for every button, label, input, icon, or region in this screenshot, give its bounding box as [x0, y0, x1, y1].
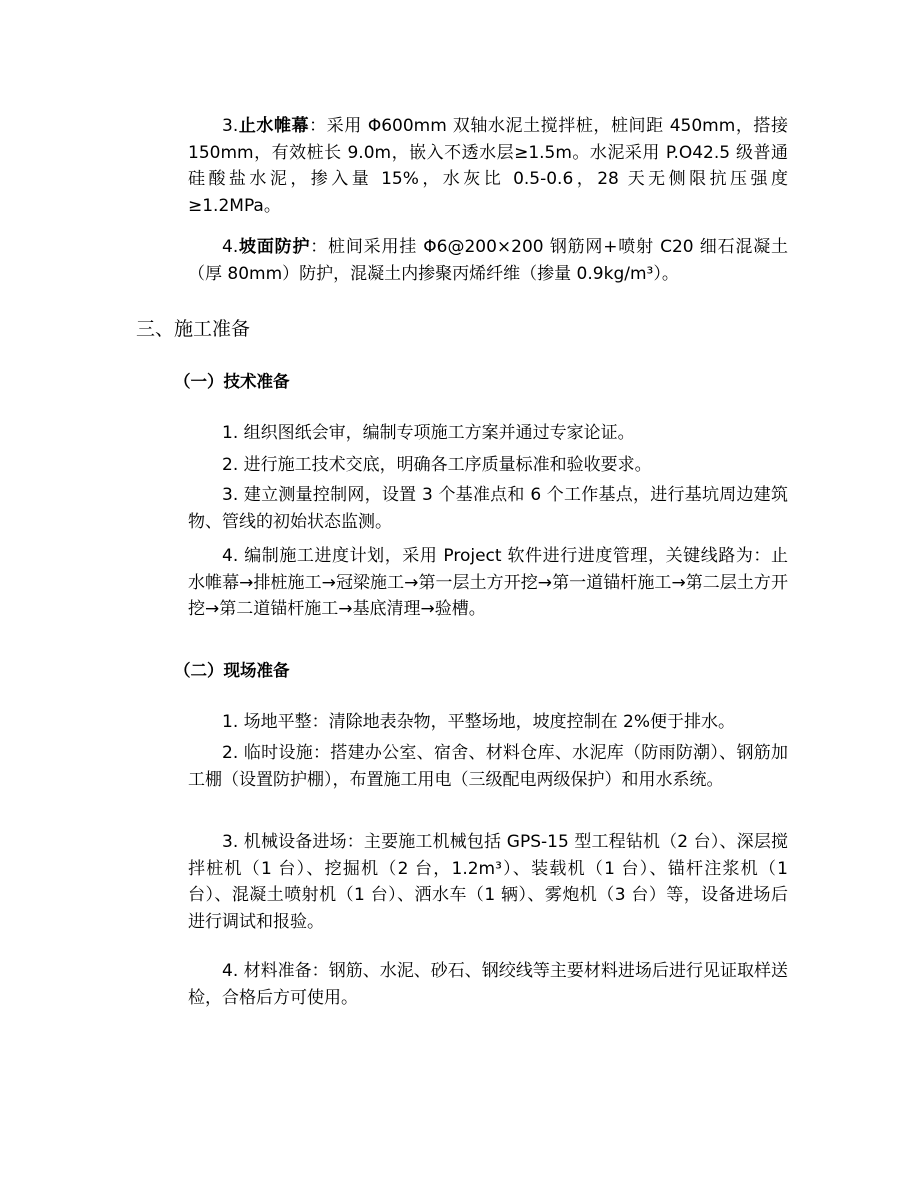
paragraph-slope-protection	[188, 234, 788, 287]
list-item: 4. 材料准备：钢筋、水泥、砂石、钢绞线等主要材料进场后进行见证取样送检，合格后方可使用。	[188, 961, 788, 1008]
item-number: 4.	[222, 237, 239, 257]
list-item: 2. 进行施工技术交底，明确各工序质量标准和验收要求。	[222, 455, 652, 475]
item-text: ：桩间采用挂 Φ6@200×200 钢筋网+喷射 C20 细石混凝土（厚 80mm）防护，混凝土内掺聚丙烯纤维（掺量 0.9kg/m³）。	[188, 237, 788, 284]
list-item: 1. 组织图纸会审，编制专项施工方案并通过专家论证。	[222, 423, 635, 443]
subsection-heading-tech: （一）技术准备	[174, 372, 290, 391]
list-item: 1. 场地平整：清除地表杂物，平整场地，坡度控制在 2%便于排水。	[222, 712, 735, 732]
item-title: 止水帷幕	[238, 116, 310, 136]
item-number: 3.	[222, 116, 239, 136]
item-title: 坡面防护	[238, 237, 311, 257]
section-heading: 三、施工准备	[136, 318, 251, 340]
paragraph-waterproof-curtain	[188, 113, 788, 219]
item-text: ：采用 Φ600mm 双轴水泥土搅拌桩，桩间距 450mm，搭接 150mm，有效桩长 9.0m，嵌入不透水层≥1.5m。水泥采用 P.O42.5 级普通硅酸盐水泥，掺入量 15%，水灰比 0.5-0.6，28 天无侧限抗压强度≥1.2MPa。	[188, 116, 788, 216]
list-item: 2. 临时设施：搭建办公室、宿舍、材料仓库、水泥库（防雨防潮）、钢筋加工棚（设置防护棚），布置施工用电（三级配电两级保护）和用水系统。	[188, 743, 788, 790]
list-item: 3. 建立测量控制网，设置 3 个基准点和 6 个工作基点，进行基坑周边建筑物、管线的初始状态监测。	[188, 485, 788, 532]
list-item: 3. 机械设备进场：主要施工机械包括 GPS-15 型工程钻机（2 台）、深层搅拌桩机（1 台）、挖掘机（2 台，1.2m³）、装载机（1 台）、锚杆注浆机（1 台）、混凝土喷射机（1 台）、洒水车（1 辆）、雾炮机（3 台）等，设备进场后进行调试和报验。	[188, 832, 788, 932]
list-item: 4. 编制施工进度计划，采用 Project 软件进行进度管理，关键线路为：止水帷幕→排桩施工→冠梁施工→第一层土方开挖→第一道锚杆施工→第二层土方开挖→第二道锚杆施工→基底清理→验槽。	[188, 546, 788, 619]
subsection-heading-site: （二）现场准备	[174, 661, 290, 680]
